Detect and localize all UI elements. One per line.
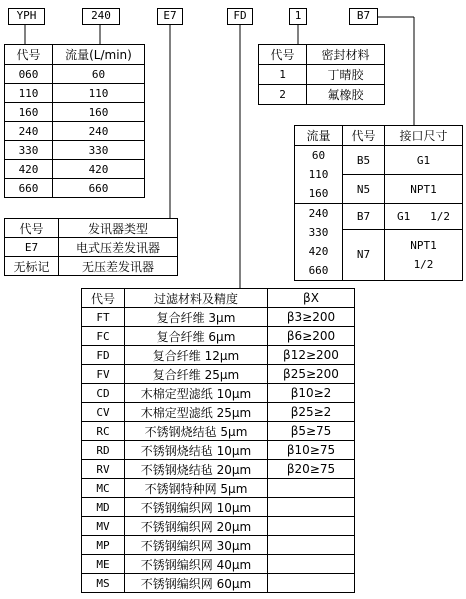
table-row: 330 330 bbox=[5, 141, 145, 160]
code-box-indicator: E7 bbox=[157, 8, 183, 25]
indicator-table bbox=[4, 218, 178, 276]
table-row: MP 不锈钢编织网 30μm bbox=[82, 536, 355, 555]
table-row: 60 110 160 B5 G1 bbox=[295, 146, 463, 175]
table-row: N5 NPT1 bbox=[295, 175, 463, 204]
filter-header-beta: βX bbox=[268, 289, 355, 308]
flow-header-code: 代号 bbox=[5, 45, 53, 65]
flow-table bbox=[4, 44, 145, 198]
filter-header-code: 代号 bbox=[82, 289, 125, 308]
port-header-size: 接口尺寸 bbox=[385, 126, 463, 146]
table-row: 240 240 bbox=[5, 122, 145, 141]
code-box-flow: 240 bbox=[82, 8, 120, 25]
port-header-flow: 流量 bbox=[295, 126, 343, 146]
table-row: 110 110 bbox=[5, 84, 145, 103]
table-row: 160 160 bbox=[5, 103, 145, 122]
indicator-header-type: 发讯器类型 bbox=[59, 219, 178, 238]
table-row: FC 复合纤维 6μm β6≥200 bbox=[82, 327, 355, 346]
table-row: 660 660 bbox=[5, 179, 145, 198]
table-row: MS 不锈钢编织网 60μm bbox=[82, 574, 355, 593]
table-row: ME 不锈钢编织网 40μm bbox=[82, 555, 355, 574]
table-row: CV 木棉定型滤纸 25μm β25≥2 bbox=[82, 403, 355, 422]
table-row: FD 复合纤维 12μm β12≥200 bbox=[82, 346, 355, 365]
code-box-series: YPH bbox=[8, 8, 45, 25]
table-row: N7 NPT1 1/2 bbox=[295, 229, 463, 280]
table-row: CD 木棉定型滤纸 10μm β10≥2 bbox=[82, 384, 355, 403]
table-row: FT 复合纤维 3μm β3≥200 bbox=[82, 308, 355, 327]
code-box-port: B7 bbox=[349, 8, 378, 25]
table-row: 060 60 bbox=[5, 65, 145, 84]
port-flow-group-2: 240 330 420 660 bbox=[295, 204, 343, 281]
table-row: RV 不锈钢烧结毡 20μm β20≥75 bbox=[82, 460, 355, 479]
filter-header-material: 过滤材料及精度 bbox=[125, 289, 268, 308]
table-row: FV 复合纤维 25μm β25≥200 bbox=[82, 365, 355, 384]
filter-table bbox=[81, 288, 355, 593]
seal-header-code: 代号 bbox=[259, 45, 307, 65]
table-row: 240 330 420 660 B7 G1 1/2 bbox=[295, 204, 463, 230]
table-row: 1 丁晴胶 bbox=[259, 65, 385, 85]
table-row: MD 不锈钢编织网 10μm bbox=[82, 498, 355, 517]
port-table bbox=[294, 125, 463, 281]
table-row: 无标记 无压差发讯器 bbox=[5, 257, 178, 276]
table-row: RC 不锈钢烧结毡 5μm β5≥75 bbox=[82, 422, 355, 441]
indicator-header-code: 代号 bbox=[5, 219, 59, 238]
seal-header-material: 密封材料 bbox=[307, 45, 385, 65]
code-box-filter: FD bbox=[227, 8, 253, 25]
table-row: 2 氟橡胶 bbox=[259, 85, 385, 105]
table-row: RD 不锈钢烧结毡 10μm β10≥75 bbox=[82, 441, 355, 460]
table-row: MV 不锈钢编织网 20μm bbox=[82, 517, 355, 536]
flow-header-rate: 流量(L/min) bbox=[53, 45, 145, 65]
table-row: E7 电式压差发讯器 bbox=[5, 238, 178, 257]
seal-table bbox=[258, 44, 385, 105]
table-row: MC 不锈钢特种网 5μm bbox=[82, 479, 355, 498]
port-flow-group-1: 60 110 160 bbox=[295, 146, 343, 204]
port-header-code: 代号 bbox=[343, 126, 385, 146]
code-box-seal: 1 bbox=[289, 8, 307, 25]
table-row: 420 420 bbox=[5, 160, 145, 179]
